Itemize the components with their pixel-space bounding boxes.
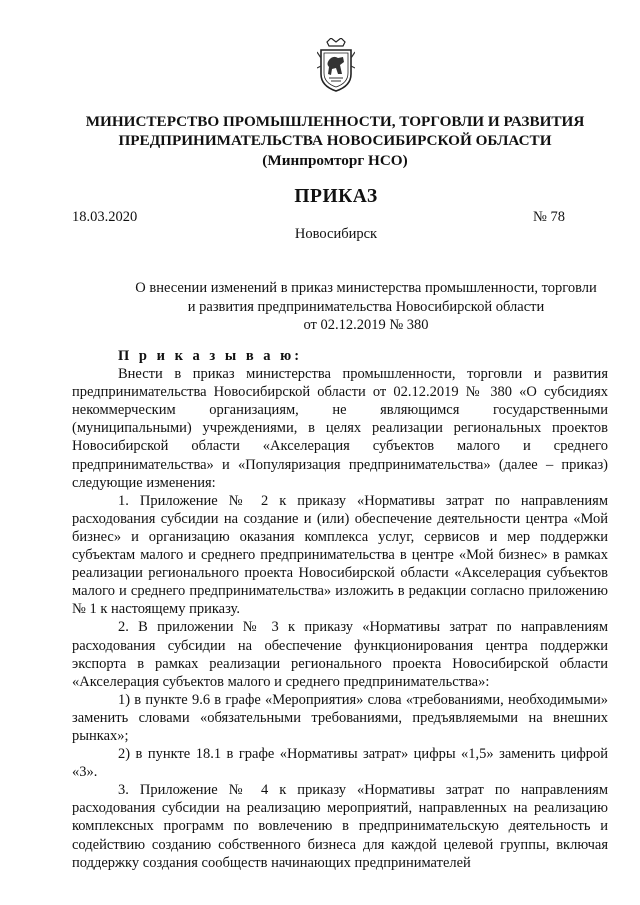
order-number: № 78	[533, 209, 565, 225]
document-title: ПРИКАЗ	[294, 186, 378, 207]
item-2-1-paragraph: 1) в пункте 9.6 в графе «Мероприятия» слова «требованиями, необходимыми» заменить словами «обязательными требованиями, предъявляемыми на внешних рынках»;	[72, 691, 608, 744]
order-date: 18.03.2020	[72, 209, 138, 225]
order-city: Новосибирск	[294, 226, 378, 242]
subject-line-2: и развития предпринимательства Новосибирской области	[187, 298, 545, 315]
order-body	[72, 347, 608, 872]
item-2-paragraph: 2. В приложении № 3 к приказу «Нормативы затрат по направлениям расходования субсидии на обеспечение функционирования центра поддержки экспорта в рамках реализации регионального проекта Новосибирской области «Акселерация субъектов малого и среднего предпринимательства»:	[72, 619, 608, 690]
item-1-paragraph: 1. Приложение № 2 к приказу «Нормативы затрат по направлениям расходования субсидии на создание и (или) обеспечение деятельности центра «Мой бизнес» и организацию оказания комплекса услуг, сервисов и мер поддержки субъектам малого и среднего предпринимательства в центре «Мой бизнес» в рамках реализации регионального проекта Новосибирской области «Акселерация субъектов малого и среднего предпринимательства» изложить в редакции согласно приложению № 1 к настоящему приказу.	[72, 492, 608, 618]
ministry-name-line-2: ПРЕДПРИНИМАТЕЛЬСТВА НОВОСИБИРСКОЙ ОБЛАСТИ	[118, 132, 552, 149]
item-3-paragraph: 3. Приложение № 4 к приказу «Нормативы затрат по направлениям расходования субсидии на реализацию мероприятий, направленных на реализацию комплексных программ по вовлечению в предпринимательскую деятельность и содействию созданию собственного бизнеса для каждой целевой группы, включая поддержку создания сообществ начинающих предпринимателей	[72, 782, 608, 871]
coat-of-arms-icon	[317, 38, 355, 92]
ministry-name-line-1: МИНИСТЕРСТВО ПРОМЫШЛЕННОСТИ, ТОРГОВЛИ И РАЗВИТИЯ	[85, 113, 585, 130]
order-subject	[100, 279, 632, 335]
subject-line-3: от 02.12.2019 № 380	[303, 317, 429, 333]
item-2-2-paragraph: 2) в пункте 18.1 в графе «Нормативы затрат» цифры «1,5» заменить цифрой «3».	[72, 746, 608, 781]
orders-heading: П р и к а з ы в а ю:	[118, 348, 303, 364]
ministry-short-name: (Минпромторг НСО)	[262, 152, 408, 169]
subject-line-1: О внесении изменений в приказ министерства промышленности, торговли	[135, 280, 597, 296]
intro-paragraph: Внести в приказ министерства промышленности, торговли и развития предпринимательства Новосибирской области от 02.12.2019 № 380 «О субсидиях некоммерческим организациям, не являющимся государственными (муниципальными) учреждениями, в целях реализации региональных проектов Новосибирской области «Акселерация субъектов малого и среднего предпринимательства» и «Популяризация предпринимательства» (далее – приказ) следующие изменения:	[72, 366, 608, 491]
